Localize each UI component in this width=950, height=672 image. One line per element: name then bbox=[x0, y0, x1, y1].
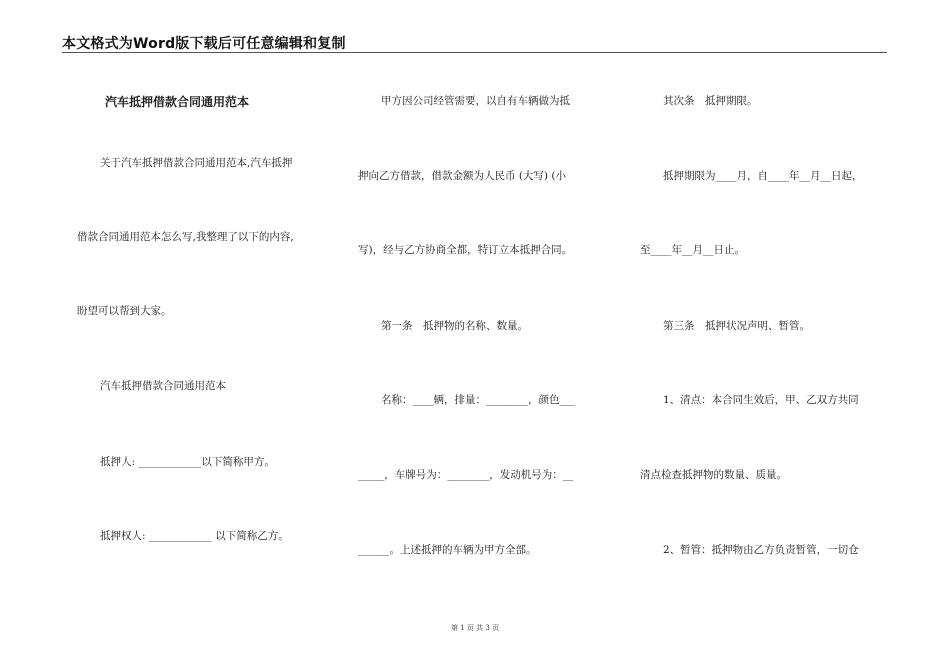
text-line: ______。上述抵押的车辆为甲方全部。 bbox=[358, 544, 537, 556]
text-line: 押向乙方借款，借款金额为人民币 (大写) (小 bbox=[358, 170, 566, 182]
text-line: 2、暂管：抵押物由乙方负责暂管，一切仓 bbox=[663, 544, 859, 556]
text-line: 写)，经与乙方协商全都，特订立本抵押合同。 bbox=[358, 244, 573, 256]
text-line: 借款合同通用范本怎么写,我整理了以下的内容, bbox=[77, 231, 294, 243]
document-title: 汽车抵押借款合同通用范本 bbox=[105, 95, 250, 109]
text-line: _____，车牌号为：________，发动机号为：__ bbox=[358, 469, 574, 481]
document-header-note: 本文格式为Word版下载后可任意编辑和复制 bbox=[62, 36, 346, 52]
page-number: 第 1 页 共 3 页 bbox=[450, 624, 500, 632]
text-line: 盼望可以帮到大家。 bbox=[77, 305, 172, 317]
text-line: 抵押权人: ____________ 以下简称乙方。 bbox=[100, 530, 289, 542]
article-heading: 第三条 抵押状况声明、暂管。 bbox=[663, 320, 810, 332]
text-line: 清点检查抵押物的数量、质量。 bbox=[640, 469, 787, 481]
header-divider bbox=[62, 52, 887, 53]
text-line: 甲方因公司经管需要，以自有车辆做为抵 bbox=[381, 95, 570, 107]
text-line: 抵押期限为____月，自____年__月__日起， bbox=[663, 170, 863, 182]
text-line: 至____年__月__日止。 bbox=[640, 244, 745, 256]
text-line: 汽车抵押借款合同通用范本 bbox=[100, 380, 226, 392]
text-line: 名称：____辆，排量：________，颜色___ bbox=[381, 394, 576, 406]
text-line: 关于汽车抵押借款合同通用范本,汽车抵押 bbox=[100, 157, 293, 169]
article-heading: 其次条 抵押期限。 bbox=[663, 95, 758, 107]
text-line: 1、清点：本合同生效后，甲、乙双方共同 bbox=[663, 394, 859, 406]
article-heading: 第一条 抵押物的名称、数量。 bbox=[381, 320, 528, 332]
text-line: 抵押人: ____________以下简称甲方。 bbox=[100, 456, 275, 468]
